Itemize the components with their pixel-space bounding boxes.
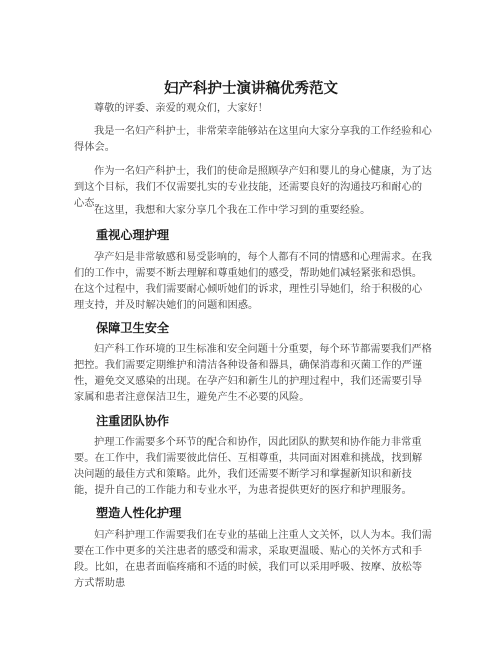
section-body-humanized-care: 妇产科护理工作需要我们在专业的基础上注重人文关怀，以人为本。我们需要在工作中更多的关注患者的感受和需求，采取更温暖、贴心的关怀方式和手段。比如，在患者面临疼痛和不适的时候，我们可以采用呼吸、按摩、放松等方式帮助患 (74, 530, 432, 589)
document-title: 妇产科护士演讲稿优秀范文 (164, 81, 338, 97)
intro-paragraph-2: 作为一名妇产科护士，我们的使命是照顾孕产妇和婴儿的身心健康，为了达到这个目标，我们不仅需要扎实的专业技能，还需要良好的沟通技巧和耐心的心态。 (74, 166, 432, 209)
greeting-paragraph: 尊敬的评委、亲爱的观众们，大家好！ (94, 103, 269, 114)
section-heading-teamwork: 注重团队协作 (96, 414, 170, 428)
section-heading-psychological-care: 重视心理护理 (96, 228, 170, 242)
intro-paragraph-3: 在这里，我想和大家分享几个我在工作中学习到的重要经验。 (94, 205, 371, 216)
intro-paragraph-1: 我是一名妇产科护士，非常荣幸能够站在这里向大家分享我的工作经验和心得体会。 (74, 126, 432, 153)
section-body-hygiene-safety: 妇产科工作环境的卫生标准和安全问题十分重要，每个环节都需要我们严格把控。我们需要定期维护和清洁各种设备和器具，确保消毒和灭菌工作的严谨性，避免交叉感染的出现。在孕产妇和新生儿的护理过程中，我们还需要引导家属和患者注意保洁卫生，避免产生不必要的风险。 (74, 344, 432, 403)
section-body-psychological-care: 孕产妇是非常敏感和易受影响的，每个人都有不同的情感和心理需求。在我们的工作中，需要不断去理解和尊重她们的感受，帮助她们减轻紧张和恐惧。在这个过程中，我们需要耐心倾听她们的诉求，理性引导她们，给于积极的心理支持，并及时解决她们的问题和困惑。 (74, 252, 432, 311)
section-body-teamwork: 护理工作需要多个环节的配合和协作，因此团队的默契和协作能力非常重要。在工作中，我们需要彼此信任、互相尊重，共同面对困难和挑战，找到解决问题的最佳方式和策略。此外，我们还需要不断学习和掌握新知识和新技能，提升自己的工作能力和专业水平，为患者提供更好的医疗和护理服务。 (74, 437, 423, 496)
section-heading-hygiene-safety: 保障卫生安全 (96, 321, 170, 335)
section-heading-humanized-care: 塑造人性化护理 (96, 506, 182, 520)
